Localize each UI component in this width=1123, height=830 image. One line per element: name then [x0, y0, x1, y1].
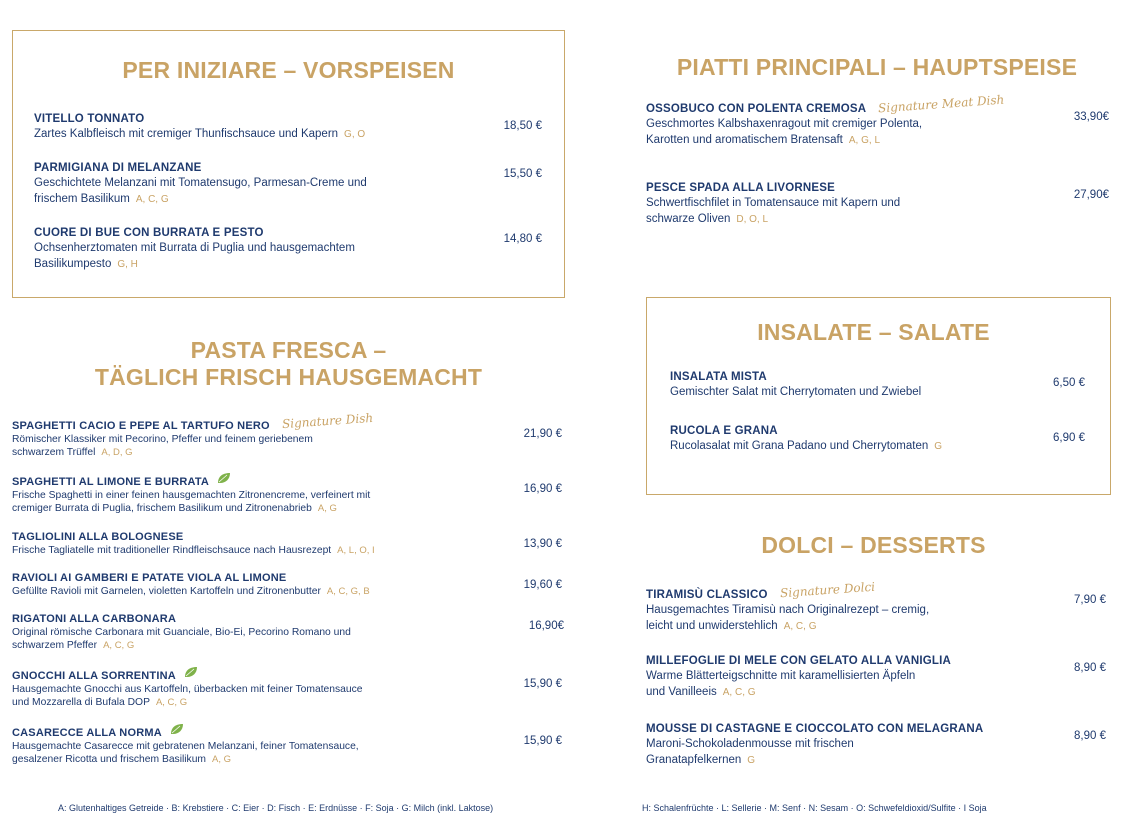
item-price: 18,50 € [503, 120, 542, 132]
item-name: OSSOBUCO CON POLENTA CREMOSA Signature Meat Dish [646, 92, 1005, 116]
item-description: Hausgemachtes Tiramisù nach Originalrezept – cremig, leicht und unwiderstehlich A, C, G [646, 604, 930, 632]
allergen-codes: A, C, G, B [326, 586, 370, 597]
item-description: Hausgemachte Gnocchi aus Kartoffeln, überbacken mit feiner Tomatensauce und Mozzarella di Bufala DOP A, C, G [12, 684, 363, 708]
menu-item [670, 370, 1030, 400]
item-name: RAVIOLI AI GAMBERI E PATATE VIOLA AL LIMONE [12, 572, 287, 584]
item-price: 13,90 € [523, 538, 562, 550]
item-description: Schwertfischfilet in Tomatensauce mit Kapern und schwarze Oliven D, O, L [646, 197, 901, 225]
leaf-icon [217, 472, 231, 488]
menu-item [12, 572, 502, 598]
leaf-icon [184, 666, 198, 682]
item-price: 19,60 € [523, 579, 562, 591]
pasta-title-line1: PASTA FRESCA – [190, 337, 387, 363]
menu-item [646, 92, 1056, 149]
item-name: GNOCCHI ALLA SORRENTINA [12, 670, 502, 683]
item-price: 7,90 € [1074, 594, 1106, 606]
allergen-codes: G [747, 755, 756, 766]
signature-badge: Signature Meat Dish [877, 92, 1005, 116]
allergen-codes: A, D, G [101, 447, 133, 458]
item-name: PESCE SPADA ALLA LIVORNESE [646, 182, 836, 194]
item-price: 6,50 € [1053, 377, 1085, 389]
allergen-codes: G, O [344, 129, 366, 140]
menu-item [646, 181, 1056, 228]
allergen-codes: A, C, G [722, 687, 756, 698]
menu-item [34, 161, 474, 208]
allergen-codes: A, G, L [848, 135, 881, 146]
allergen-legend-left: A: Glutenhaltiges Getreide · B: Krebstiere · C: Eier · D: Fisch · E: Erdnüsse · F: Soja · G: Milch (inkl. Laktose) [58, 803, 494, 813]
menu-item [670, 424, 1030, 455]
item-description: Geschmortes Kalbshaxenragout mit cremiger Polenta, Karotten und aromatischem Bratensaft A, G, L [646, 118, 923, 146]
item-description: Ochsenherztomaten mit Burrata di Puglia und hausgemachtem Basilikumpesto G, H [34, 242, 355, 270]
item-price: 6,90 € [1053, 432, 1085, 444]
item-name: SPAGHETTI CACIO E PEPE AL TARTUFO NERO Signature Dish [12, 410, 374, 432]
item-price: 14,80 € [503, 233, 542, 245]
allergen-codes: A, G [317, 503, 337, 514]
menu-item [34, 112, 474, 143]
salads-title: INSALATE – SALATE [757, 319, 990, 345]
item-description: Maroni-Schokoladenmousse mit frischen Granatapfelkernen G [646, 738, 854, 766]
menu-item [646, 579, 1056, 635]
item-name: MILLEFOGLIE DI MELE CON GELATO ALLA VANIGLIA [646, 655, 952, 667]
item-name: CUORE DI BUE CON BURRATA E PESTO [34, 227, 264, 239]
allergen-codes: D, O, L [736, 214, 769, 225]
starters-title: PER INIZIARE – VORSPEISEN [122, 57, 455, 83]
item-name: VITELLO TONNATO [34, 113, 145, 125]
item-description: Original römische Carbonara mit Guanciale, Bio-Ei, Pecorino Romano und schwarzem Pfeffer A, C, G [12, 627, 351, 651]
menu-item [12, 670, 502, 709]
item-description: Geschichtete Melanzani mit Tomatensugo, Parmesan-Creme und frischem Basilikum A, C, G [34, 177, 367, 205]
item-name: SPAGHETTI AL LIMONE E BURRATA [12, 476, 502, 489]
allergen-legend-right: H: Schalenfrüchte · L: Sellerie · M: Senf · N: Sesam · O: Schwefeldioxid/Sulfite · I Soja [642, 803, 987, 813]
item-price: 21,90 € [523, 428, 562, 440]
item-price: 33,90€ [1073, 111, 1109, 123]
menu-item [12, 613, 502, 652]
item-description: Zartes Kalbfleisch mit cremiger Thunfischsauce und Kapern G, O [34, 128, 366, 140]
item-price: 16,90€ [528, 620, 564, 632]
leaf-icon [170, 723, 184, 739]
menu-item [12, 476, 502, 515]
item-name: RUCOLA E GRANA [670, 425, 778, 437]
item-name: MOUSSE DI CASTAGNE E CIOCCOLATO CON MELAGRANA [646, 723, 984, 735]
item-description: Rucolasalat mit Grana Padano und Cherrytomaten G [670, 440, 943, 452]
item-name: TAGLIOLINI ALLA BOLOGNESE [12, 531, 184, 543]
menu-item [12, 531, 502, 557]
menu-item [646, 654, 1056, 701]
signature-badge: Signature Dolci [779, 579, 876, 601]
item-description: Hausgemachte Casarecce mit gebratenen Melanzani, feiner Tomatensauce, gesalzener Ricotta und frischem Basilikum A, G [12, 741, 359, 765]
item-name: TIRAMISÙ CLASSICO Signature Dolci [646, 579, 876, 601]
signature-badge: Signature Dish [281, 410, 374, 432]
item-price: 8,90 € [1074, 730, 1106, 742]
item-name: INSALATA MISTA [670, 371, 767, 383]
item-price: 16,90 € [523, 483, 562, 495]
mains-title: PIATTI PRINCIPALI – HAUPTSPEISE [676, 54, 1078, 80]
menu-item [12, 727, 502, 766]
allergen-codes: A, C, G [103, 640, 135, 651]
item-description: Gemischter Salat mit Cherrytomaten und Zwiebel [670, 386, 922, 398]
pasta-title-line2: TÄGLICH FRISCH HAUSGEMACHT [94, 364, 483, 390]
item-description: Warme Blätterteigschnitte mit karamellisierten Äpfeln und Vanilleeis A, C, G [646, 670, 916, 698]
allergen-codes: A, C, G [155, 697, 188, 708]
menu-item [646, 722, 1056, 769]
item-price: 8,90 € [1074, 662, 1106, 674]
item-price: 15,50 € [503, 168, 542, 180]
item-description: Römischer Klassiker mit Pecorino, Pfeffer und feinem geriebenem schwarzem Trüffel A, D, G [12, 434, 313, 458]
pasta-title [12, 337, 565, 391]
menu-item [12, 410, 502, 459]
item-name: PARMIGIANA DI MELANZANE [34, 162, 202, 174]
allergen-codes: A, C, G [135, 194, 169, 205]
allergen-codes: A, L, O, I [337, 545, 375, 556]
allergen-codes: A, C, G [783, 621, 817, 632]
desserts-title: DOLCI – DESSERTS [761, 532, 986, 558]
menu-item [34, 226, 474, 273]
item-price: 15,90 € [523, 678, 562, 690]
allergen-codes: G, H [117, 259, 138, 270]
item-description: Gefüllte Ravioli mit Garnelen, violetten Kartoffeln und Zitronenbutter A, C, G, B [12, 586, 370, 597]
item-name: CASARECCE ALLA NORMA [12, 727, 502, 740]
item-description: Frische Tagliatelle mit traditioneller Rindfleischsauce nach Hausrezept A, L, O, I [12, 545, 375, 556]
allergen-codes: A, G [212, 754, 232, 765]
item-name: RIGATONI ALLA CARBONARA [12, 613, 177, 625]
allergen-codes: G [934, 441, 943, 452]
item-price: 27,90€ [1073, 189, 1109, 201]
item-description: Frische Spaghetti in einer feinen hausgemachten Zitronencreme, verfeinert mit cremiger Burrata di Puglia, frischem Basilikum und Zitronenabrieb A, G [12, 490, 371, 514]
item-price: 15,90 € [523, 735, 562, 747]
